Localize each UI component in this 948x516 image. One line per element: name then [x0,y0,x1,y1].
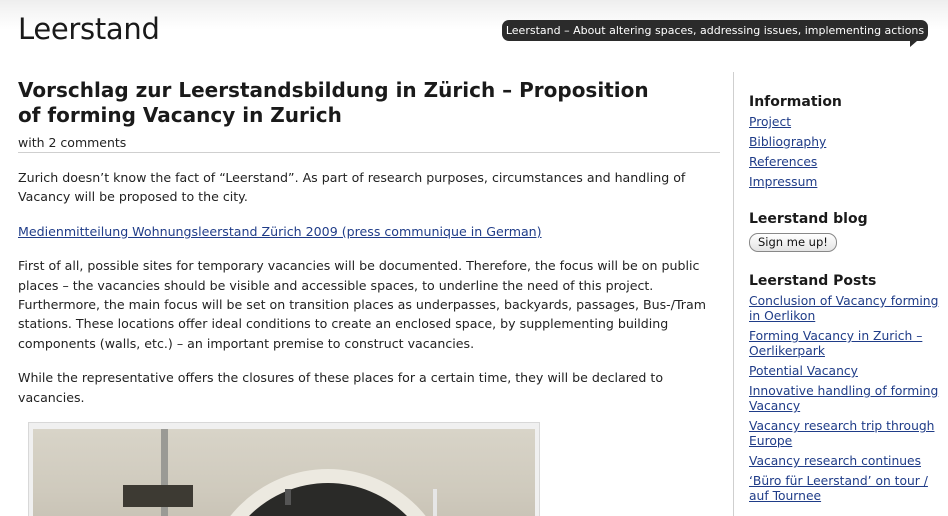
information-item [749,135,939,150]
photo-lamp [285,489,291,505]
link-project[interactable]: Project [749,115,792,129]
list-item [749,419,939,449]
press-release-link[interactable]: Medienmitteilung Wohnungsleerstand Zürich 2009 (press communique in German) [18,223,542,239]
tagline-tail [910,41,917,47]
sidebar [749,93,939,516]
site-title[interactable]: Leerstand [18,12,160,46]
post-body [18,168,720,407]
link-references[interactable]: References [749,155,818,169]
information-item [749,175,939,190]
main-content [18,78,720,407]
post-link[interactable]: Forming Vacancy in Zurich – Oerlikerpark [749,329,923,358]
post-title[interactable]: Vorschlag zur Leerstandsbildung in Zürich – Proposition of forming Vacancy in Zurich [18,78,649,127]
post-link[interactable]: Vacancy research trip through Europe [749,419,935,448]
post-photo[interactable] [33,429,535,516]
link-impressum[interactable]: Impressum [749,175,818,189]
post-paragraph-2: First of all, possible sites for temporary vacancies will be documented. Therefore, the focus will be on public places – the vacancies should be visible and accessible spaces, to underline the need of this project. Furthermore, the main focus will be set on transition places as underpasses, backyards, passages, Bus-/Tram stations. These locations offer ideal conditions to create an enclosed space, by supplementing building components (walls, etc.) – an important premise to construct vacancies. [18,258,706,351]
list-item [749,384,939,414]
list-item [749,329,939,359]
list-item [749,294,939,324]
press-link-paragraph [18,222,720,241]
sign-me-up-button[interactable]: Sign me up! [749,233,837,252]
photo-sign [123,485,193,507]
post-paragraph-1: Zurich doesn’t know the fact of “Leerstand”. As part of research purposes, circumstances and handling of Vacancy will be proposed to the city. [18,170,686,205]
post-paragraph-3: While the representative offers the closures of these places for a certain time, they will be declared to vacancies. [18,370,664,405]
photo-archway [203,469,453,516]
post-link[interactable]: ‘Büro für Leerstand’ on tour / auf Tournee [749,474,928,503]
header-bar [0,0,948,62]
comments-link[interactable]: with 2 comments [18,135,720,153]
post-link[interactable]: Conclusion of Vacancy forming in Oerlikon [749,294,939,323]
sidebar-information [749,93,939,190]
list-item [749,364,939,379]
photo-pole [433,489,437,516]
post-link[interactable]: Vacancy research continues [749,454,922,468]
information-item [749,115,939,130]
blog-heading: Leerstand blog [749,211,868,227]
site-tagline: Leerstand – About altering spaces, addressing issues, implementing actions [502,20,928,41]
sidebar-posts [749,272,939,504]
information-heading: Information [749,94,842,110]
post-link[interactable]: Innovative handling of forming Vacancy [749,384,939,413]
sidebar-divider [733,72,734,516]
sidebar-blog [749,210,939,252]
posts-list [749,294,939,504]
list-item [749,454,939,469]
post-link[interactable]: Potential Vacancy [749,364,858,378]
list-item [749,474,939,504]
information-list [749,115,939,190]
link-bibliography[interactable]: Bibliography [749,135,827,149]
post-photo-frame [28,422,540,516]
information-item [749,155,939,170]
posts-heading: Leerstand Posts [749,273,877,289]
